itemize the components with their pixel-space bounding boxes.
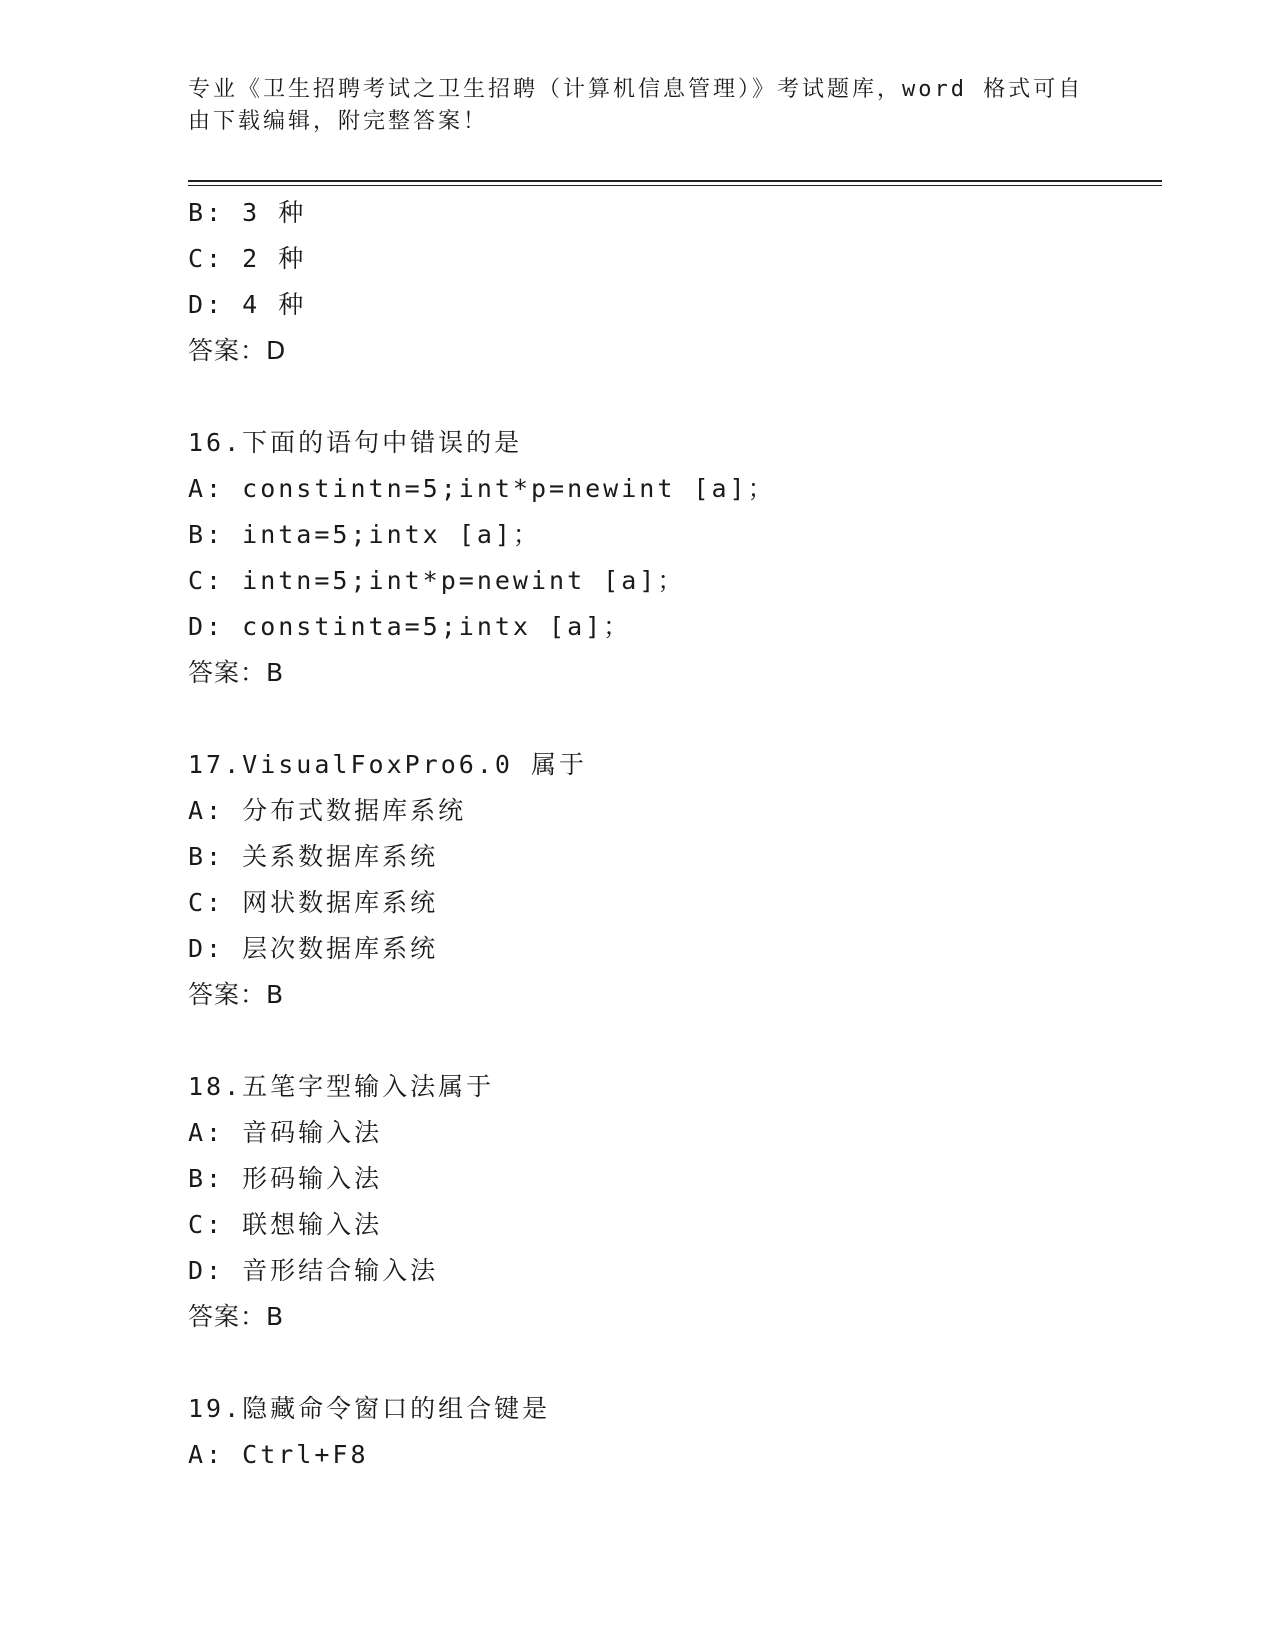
option-a: A: constintn=5;int*p=newint [a]； [188,474,776,503]
answer-line: 答案：D [188,336,287,365]
question-stem: 18.五笔字型输入法属于 [188,1072,495,1101]
option-b: B: inta=5;intx [a]； [188,520,541,549]
question-18 [188,1064,1162,1340]
option-d: D: 4 种 [188,290,307,319]
option-d: D: constinta=5;intx [a]； [188,612,632,641]
option-a: A: 分布式数据库系统 [188,796,467,825]
option-b: B: 关系数据库系统 [188,842,439,871]
answer-line: 答案：B [188,980,285,1009]
question-stem: 16.下面的语句中错误的是 [188,428,523,457]
header-line-2: 由下载编辑，附完整答案！ [188,109,489,134]
option-b: B: 形码输入法 [188,1164,383,1193]
question-continued [188,190,1162,374]
option-a: A: Ctrl+F8 [188,1440,369,1469]
question-19 [188,1386,1162,1478]
option-a: A: 音码输入法 [188,1118,383,1147]
question-17 [188,742,1162,1018]
question-list [188,190,1162,1478]
document-header [188,74,1088,138]
option-c: C: 2 种 [188,244,307,273]
header-divider [188,180,1162,186]
option-c: C: 联想输入法 [188,1210,383,1239]
option-c: C: intn=5;int*p=newint [a]； [188,566,686,595]
answer-line: 答案：B [188,658,285,687]
question-stem: 17.VisualFoxPro6.0 属于 [188,750,587,779]
option-d: D: 音形结合输入法 [188,1256,439,1285]
question-16 [188,420,1162,696]
option-b: B: 3 种 [188,198,307,227]
option-d: D: 层次数据库系统 [188,934,439,963]
question-stem: 19.隐藏命令窗口的组合键是 [188,1394,551,1423]
option-c: C: 网状数据库系统 [188,888,439,917]
answer-line: 答案：B [188,1302,285,1331]
header-line-1: 专业《卫生招聘考试之卫生招聘（计算机信息管理）》考试题库，word 格式可自 [188,77,1084,102]
